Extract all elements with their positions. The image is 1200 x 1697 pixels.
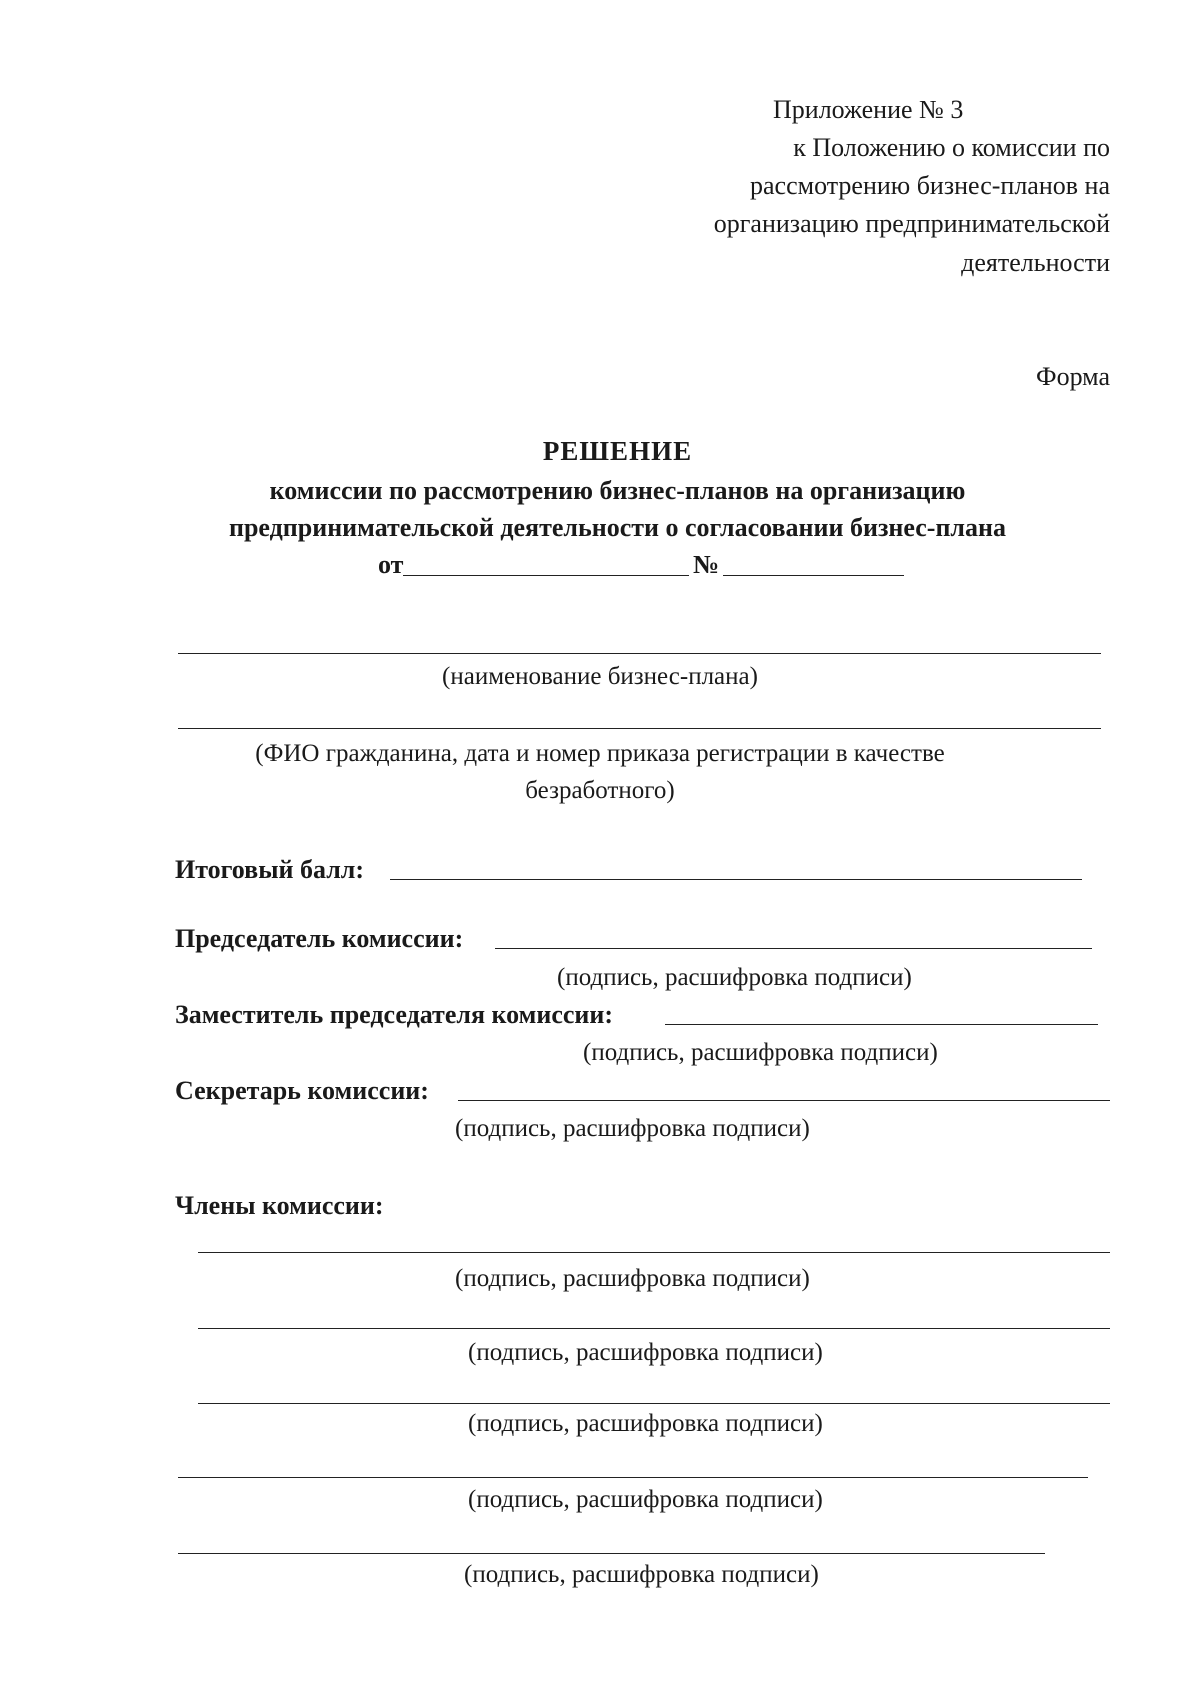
annex-line-2: к Положению о комиссии по [793,133,1110,162]
deputy-chairman-signature-hint: (подпись, расшифровка подписи) [583,1039,938,1066]
deputy-chairman-label: Заместитель председателя комиссии: [175,1000,614,1029]
form-label: Форма [1036,362,1110,391]
member-signature-line[interactable] [178,1553,1045,1554]
deputy-chairman-signature-line[interactable] [665,1024,1098,1025]
secretary-signature-line[interactable] [458,1100,1110,1101]
member-signature-line[interactable] [198,1403,1110,1404]
citizen-info-field-line[interactable] [178,728,1101,729]
date-from-label: от [378,550,404,579]
number-sign-label: № [693,550,720,579]
chairman-signature-line[interactable] [495,948,1092,949]
member-signature-hint: (подпись, расшифровка подписи) [468,1339,823,1366]
member-signature-hint: (подпись, расшифровка подписи) [464,1561,819,1588]
total-score-label: Итоговый балл: [175,855,365,884]
member-signature-hint: (подпись, расшифровка подписи) [468,1410,823,1437]
chairman-signature-hint: (подпись, расшифровка подписи) [557,964,912,991]
document-subtitle-line-1: комиссии по рассмотрению бизнес-планов на организацию [269,476,966,505]
document-title: РЕШЕНИЕ [542,436,693,466]
annex-line-4: организацию предпринимательской [713,209,1110,238]
annex-line-3: рассмотрению бизнес-планов на [750,171,1110,200]
member-signature-hint: (подпись, расшифровка подписи) [455,1265,810,1292]
member-signature-hint: (подпись, расшифровка подписи) [468,1486,823,1513]
date-field-line[interactable] [403,575,689,576]
secretary-signature-hint: (подпись, расшифровка подписи) [455,1115,810,1142]
citizen-info-hint-line-2: безработного) [525,777,675,804]
total-score-field-line[interactable] [390,879,1082,880]
commission-members-label: Члены комиссии: [175,1191,384,1220]
secretary-label: Секретарь комиссии: [175,1076,429,1105]
member-signature-line[interactable] [198,1252,1110,1253]
chairman-label: Председатель комиссии: [175,924,464,953]
member-signature-line[interactable] [198,1328,1110,1329]
annex-line-1: Приложение № 3 [773,95,964,124]
plan-name-hint: (наименование бизнес-плана) [442,663,758,690]
member-signature-line[interactable] [178,1477,1088,1478]
number-field-line[interactable] [723,575,904,576]
plan-name-field-line[interactable] [178,653,1101,654]
annex-line-5: деятельности [961,248,1110,277]
citizen-info-hint-line-1: (ФИО гражданина, дата и номер приказа регистрации в качестве [255,740,945,767]
document-subtitle-line-2: предпринимательской деятельности о согласовании бизнес-плана [228,513,1007,542]
